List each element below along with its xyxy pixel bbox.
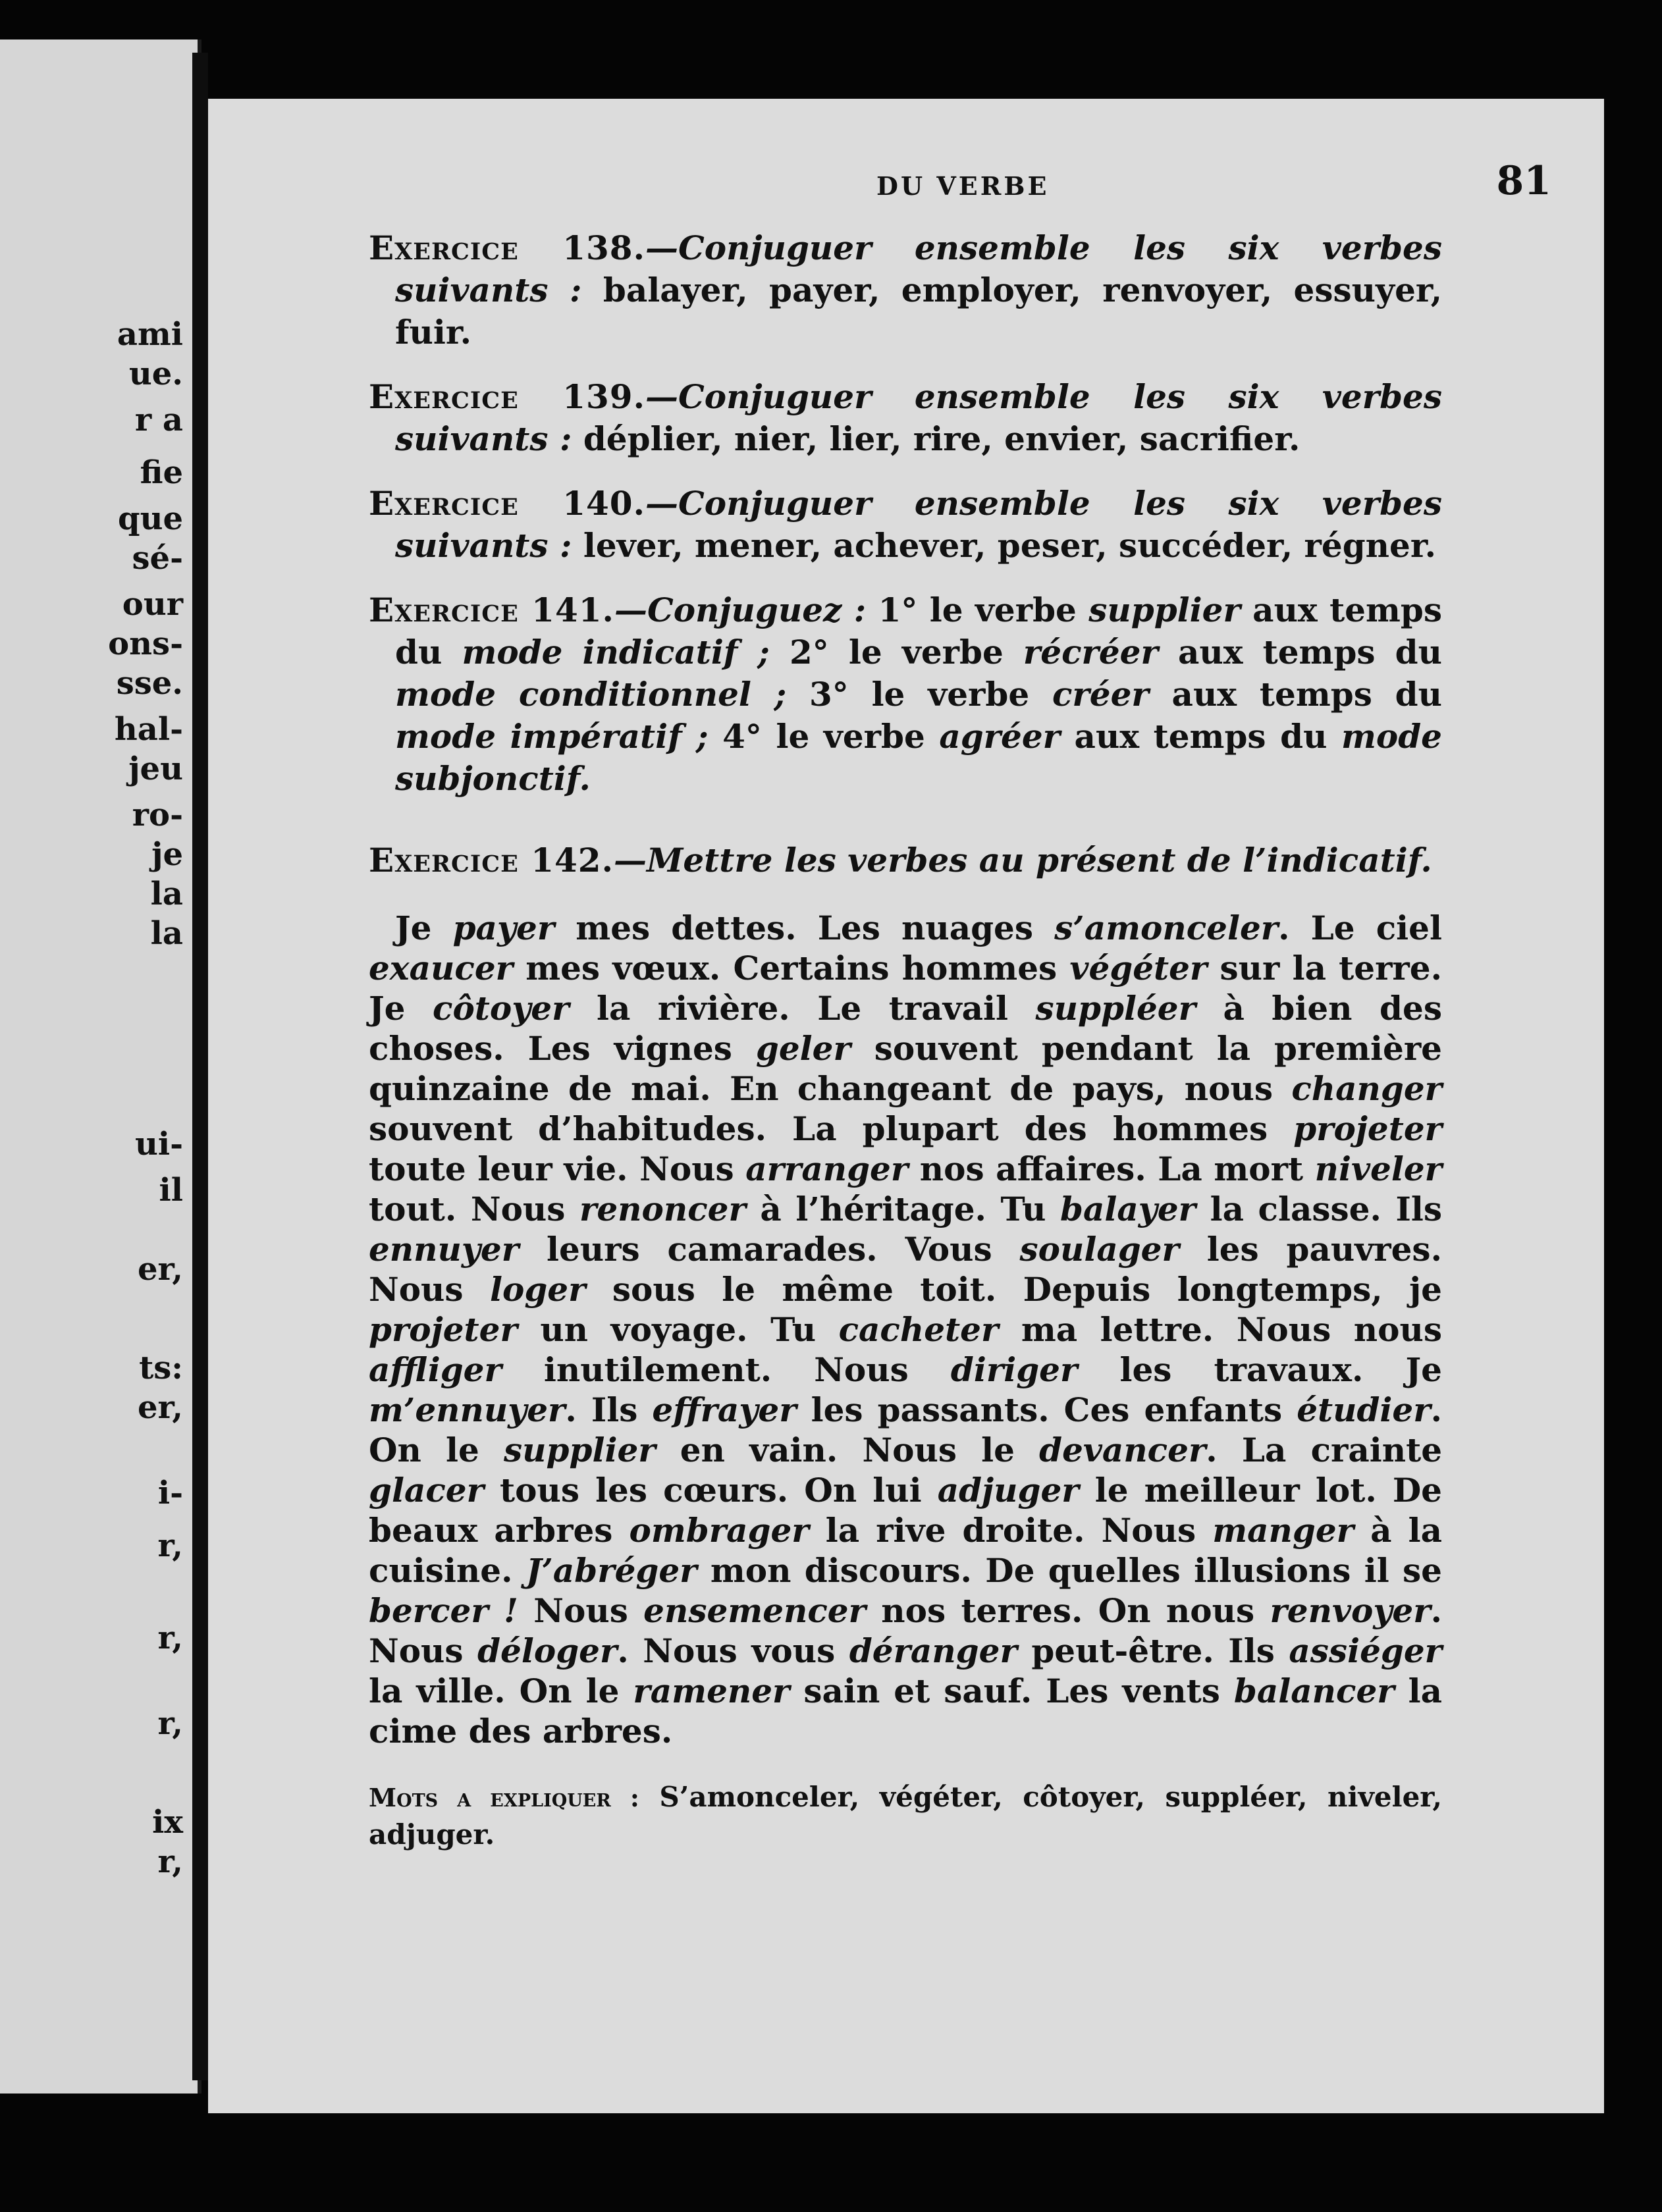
left-page-fragment: ts:: [139, 1350, 183, 1386]
verb: changer: [1291, 1069, 1442, 1108]
left-page-fragment: fie: [140, 454, 183, 491]
verb: supplier: [504, 1431, 656, 1469]
exercise-instruction: —Conjuguer ensemble les six verbes suivants :: [395, 484, 1442, 565]
exercise-item: [369, 227, 1442, 354]
text-run: nos terres. On nous: [865, 1591, 1270, 1630]
mots-text: S’amonceler, végéter, côtoyer, suppléer, niveler, adjuger.: [369, 1781, 1442, 1851]
verb: déloger: [477, 1631, 618, 1670]
text-run: 3° le verbe: [786, 675, 1052, 714]
mots-label: Mots a expliquer :: [369, 1783, 639, 1812]
left-page-fragment: ons-: [108, 625, 183, 662]
left-page-fragment: ro-: [132, 797, 183, 833]
verb: suppléer: [1035, 989, 1196, 1028]
left-page: [0, 40, 201, 2094]
exercise-instruction: —Conjuguer ensemble les six verbes suivants :: [395, 228, 1442, 309]
left-page-fragment: sse.: [116, 665, 183, 702]
text-run: la rive droite. Nous: [809, 1511, 1213, 1550]
text-run: . La crainte: [1206, 1431, 1443, 1469]
mode: mode indicatif ;: [462, 633, 770, 672]
verb: ennuyer: [369, 1230, 520, 1269]
verb: ensemencer: [643, 1591, 866, 1630]
text-block: [369, 227, 1442, 1881]
left-page-fragment: r a: [134, 402, 183, 438]
text-run: en vain. Nous le: [655, 1431, 1040, 1469]
text-run: . Ils: [565, 1390, 653, 1429]
left-page-fragment: er,: [137, 1251, 183, 1288]
exercise-instruction: —Mettre les verbes au présent de l’indicatif.: [613, 841, 1432, 880]
verb: supplier: [1088, 591, 1241, 629]
verb: projeter: [369, 1310, 518, 1349]
text-run: . Nous: [369, 1591, 1442, 1670]
exercise-body: balayer, payer, employer, renvoyer, essuyer, fuir.: [395, 271, 1442, 352]
left-page-fragment: ue.: [128, 356, 183, 392]
text-run: 2° le verbe: [769, 633, 1023, 672]
verb: m’ennuyer: [369, 1390, 566, 1429]
text-run: leurs camarades. Vous: [519, 1230, 1020, 1269]
text-run: la cime des arbres.: [369, 1672, 1442, 1751]
verb: exaucer: [369, 949, 513, 988]
text-run: . Le ciel: [1278, 908, 1442, 947]
text-run: aux temps du: [1148, 675, 1442, 714]
exercise-item: [369, 376, 1442, 460]
left-page-fragment: r,: [157, 1527, 183, 1564]
text-run: tout. Nous: [369, 1190, 579, 1228]
exercise-body: lever, mener, achever, peser, succéder, régner.: [572, 526, 1436, 565]
text-run: ma lettre. Nous nous: [998, 1310, 1442, 1349]
verb: renvoyer: [1270, 1591, 1431, 1630]
text-run: . On le: [369, 1390, 1442, 1469]
text-run: aux temps du: [1158, 633, 1442, 672]
verb: affliger: [369, 1350, 502, 1389]
verb: s’amonceler: [1054, 908, 1279, 947]
mode: mode conditionnel ;: [395, 675, 787, 714]
exercise-instruction: —Conjuguer ensemble les six verbes suivants :: [395, 377, 1442, 458]
text-run: peut-être. Ils: [1017, 1631, 1289, 1670]
left-page-fragment: la: [150, 876, 183, 912]
left-page-fragment: r,: [157, 1843, 183, 1880]
exercise-passage: [369, 908, 1442, 1751]
verb: payer: [452, 908, 555, 947]
left-page-fragment: il: [159, 1172, 183, 1209]
left-page-fragment: jeu: [128, 750, 183, 787]
text-run: la rivière. Le travail: [569, 989, 1036, 1028]
verb: arranger: [745, 1149, 909, 1188]
verb: ramener: [633, 1672, 790, 1710]
verb: diriger: [950, 1350, 1078, 1389]
mots-a-expliquer: [369, 1779, 1442, 1853]
verb: ombrager: [629, 1511, 809, 1550]
book-spine: [192, 53, 208, 2080]
text-run: la classe. Ils: [1196, 1190, 1443, 1228]
text-run: à bien des choses. Les vignes: [369, 989, 1442, 1068]
exercise-141: [369, 589, 1442, 800]
left-page-fragment: hal-: [114, 711, 183, 748]
text-run: souvent pendant la première quinzaine de mai. En changeant de pays, nous: [369, 1029, 1442, 1108]
verb: récréer: [1023, 633, 1158, 672]
text-run: la ville. On le: [369, 1672, 633, 1710]
verb: côtoyer: [433, 989, 570, 1028]
left-page-fragment: que: [118, 500, 183, 537]
text-run: sous le même toit. Depuis longtemps, je: [585, 1270, 1442, 1309]
mode: mode subjonctif.: [395, 717, 1442, 798]
exercise-label: Exercice 139.: [369, 377, 646, 416]
verb: geler: [755, 1029, 851, 1068]
exercise-label: Exercice 140.: [369, 484, 646, 523]
left-page-fragment: ix: [152, 1804, 183, 1841]
verb: niveler: [1314, 1149, 1442, 1188]
left-page-fragment: sé-: [132, 540, 183, 577]
page-header: [208, 158, 1551, 224]
text-run: les passants. Ces enfants: [796, 1390, 1297, 1429]
exercise-instruction: —Conjuguez :: [614, 591, 867, 629]
left-page-fragment: je: [151, 836, 183, 873]
mode: mode impératif ;: [395, 717, 709, 756]
verb: cacheter: [838, 1310, 999, 1349]
text-run: Je: [395, 908, 453, 947]
verb: végéter: [1069, 949, 1208, 988]
exercise-body: déplier, nier, lier, rire, envier, sacrifier.: [572, 419, 1300, 458]
verb: projeter: [1293, 1109, 1442, 1148]
left-page-fragment: i-: [157, 1475, 183, 1512]
verb: soulager: [1019, 1230, 1179, 1269]
text-run: toute leur vie. Nous: [369, 1149, 746, 1188]
exercise-label: Exercice 141.: [369, 591, 614, 629]
text-run: les travaux. Je: [1077, 1350, 1442, 1389]
left-page-fragment: la: [150, 915, 183, 952]
verb: glacer: [369, 1471, 484, 1510]
verb: bercer !: [369, 1591, 518, 1630]
verb: étudier: [1297, 1390, 1431, 1429]
exercise-list: [369, 227, 1442, 567]
text-run: sain et sauf. Les vents: [790, 1672, 1234, 1710]
page-number: 81: [1496, 158, 1551, 204]
verb: effrayer: [652, 1390, 797, 1429]
left-page-fragment: er,: [137, 1389, 183, 1426]
verb: manger: [1212, 1511, 1354, 1550]
left-page-fragment: r,: [157, 1705, 183, 1742]
left-page-fragment: ui-: [134, 1126, 183, 1163]
text-run: sur la terre. Je: [369, 949, 1442, 1028]
text-run: . Nous vous: [617, 1631, 849, 1670]
verb: J’abréger: [525, 1551, 697, 1590]
verb: balayer: [1060, 1190, 1196, 1228]
text-run: 1° le verbe: [866, 591, 1089, 629]
exercise-142: [369, 839, 1442, 882]
exercise-item: [369, 483, 1442, 567]
verb: créer: [1052, 675, 1149, 714]
text-run: mes dettes. Les nuages: [554, 908, 1055, 947]
text-run: les pauvres. Nous: [369, 1230, 1442, 1309]
verb: balancer: [1233, 1672, 1395, 1710]
text-run: souvent d’habitudes. La plupart des hommes: [369, 1109, 1294, 1148]
running-head: DU VERBE: [876, 171, 1050, 201]
left-page-fragment: r,: [157, 1620, 183, 1656]
text-run: inutilement. Nous: [501, 1350, 951, 1389]
left-page-fragment: ami: [117, 316, 183, 353]
text-run: aux temps du: [1060, 717, 1341, 756]
text-run: le meilleur lot. De beaux arbres: [369, 1471, 1442, 1550]
text-run: un voyage. Tu: [517, 1310, 839, 1349]
verb: déranger: [849, 1631, 1017, 1670]
verb: assiéger: [1289, 1631, 1442, 1670]
verb: agréer: [939, 717, 1060, 756]
left-page-fragment: our: [122, 586, 183, 623]
text-run: à l’héritage. Tu: [745, 1190, 1061, 1228]
text-run: tous les cœurs. On lui: [483, 1471, 938, 1510]
text-run: à la cuisine.: [369, 1511, 1443, 1590]
exercise-label: Exercice 142.: [369, 841, 614, 880]
verb: renoncer: [579, 1190, 746, 1228]
text-run: aux temps du: [395, 591, 1443, 672]
exercise-label: Exercice 138.: [369, 228, 646, 267]
text-run: mes vœux. Certains hommes: [512, 949, 1070, 988]
verb: adjuger: [937, 1471, 1079, 1510]
verb: loger: [489, 1270, 586, 1309]
text-run: mon discours. De quelles illusions il se: [697, 1551, 1442, 1590]
text-run: 4° le verbe: [708, 717, 940, 756]
text-run: nos affaires. La mort: [908, 1149, 1315, 1188]
verb: devancer: [1039, 1431, 1206, 1469]
text-run: Nous: [518, 1591, 644, 1630]
